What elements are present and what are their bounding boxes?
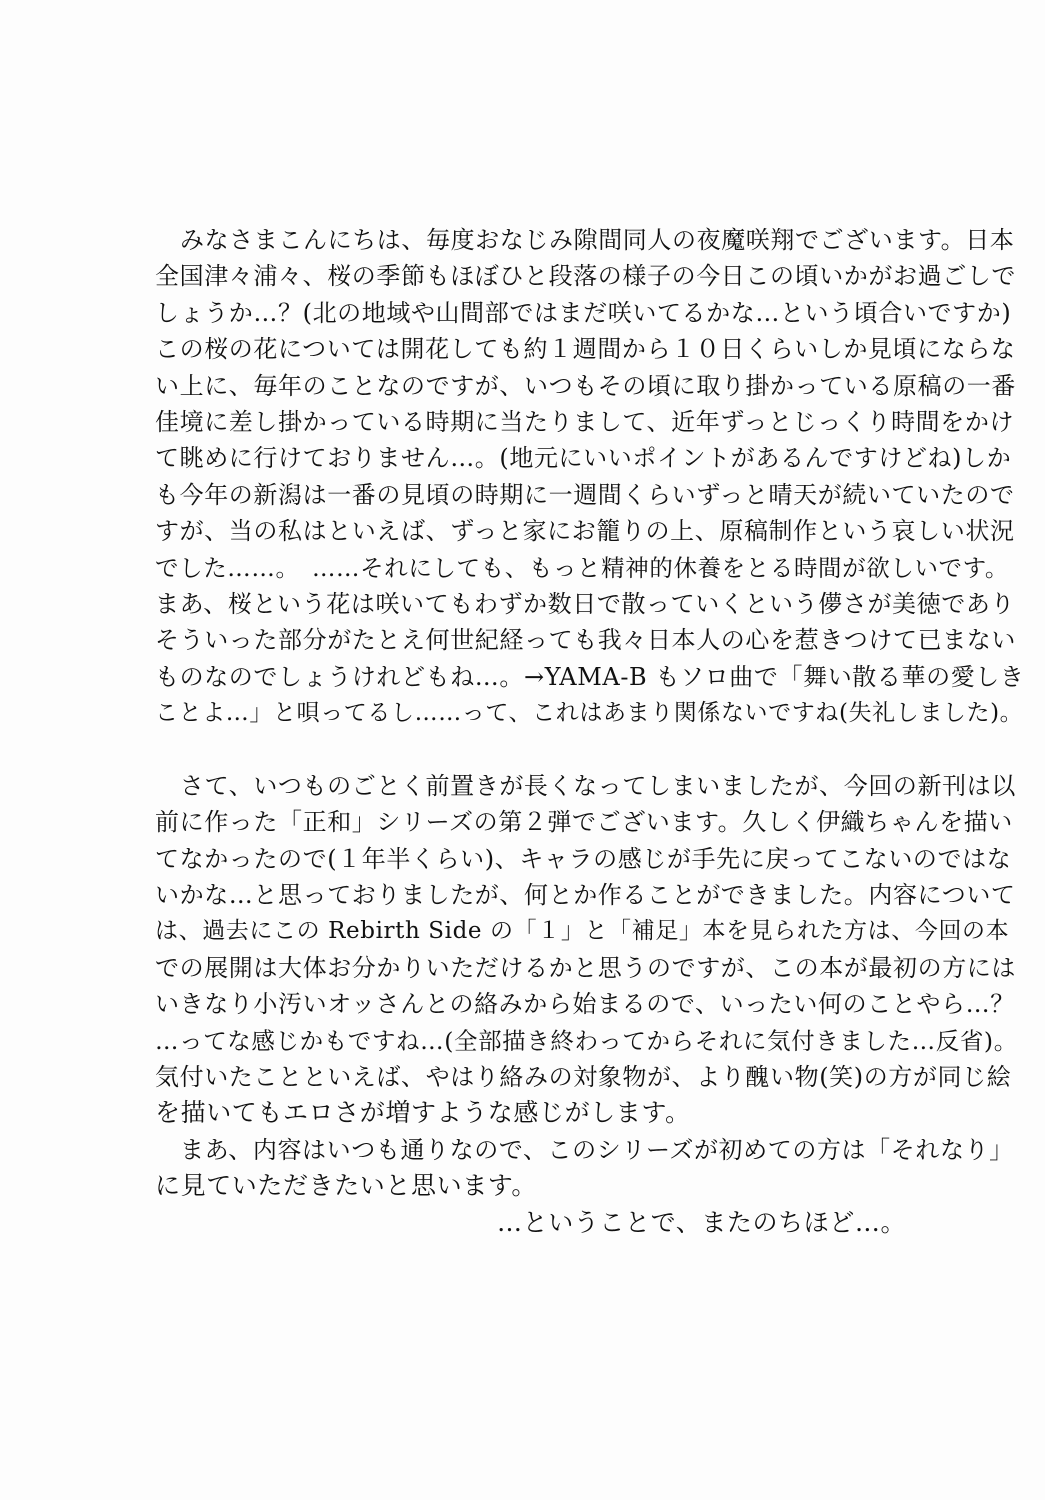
text-line: での展開は大体お分かりいただけるかと思うのですが、この本が最初の方には xyxy=(155,953,1016,982)
text-line: みなさまこんにちは、毎度おなじみ隙間同人の夜魔咲翔でございます。日本 xyxy=(180,226,1015,254)
text-line: を描いてもエロさが増すような感じがします。 xyxy=(155,1098,691,1128)
text-line: 気付いたことといえば、やはり絡みの対象物が、より醜い物(笑)の方が同じ絵 xyxy=(155,1062,1012,1091)
text-line: 前に作った「正和」シリーズの第２弾でございます。久しく伊織ちゃんを描い xyxy=(155,808,1013,837)
text-line: そういった部分がたとえ何世紀経っても我々日本人の心を惹きつけて已まない xyxy=(155,626,1016,655)
text-line: 佳境に差し掛かっている時期に当たりまして、近年ずっとじっくり時間をかけ xyxy=(155,407,1015,436)
text-line: て眺めに行けておりません…。(地元にいいポイントがあるんですけどね)しか xyxy=(155,444,1012,473)
text-line: 全国津々浦々、桜の季節もほぼひと段落の様子の今日この頃いかがお過ごしで xyxy=(155,262,1016,291)
text-line: てなかったので(１年半くらい)、キャラの感じが手先に戻ってこないのではな xyxy=(155,844,1012,873)
paragraph-new-release xyxy=(155,768,1018,1132)
text-line: ものなのでしょうけれどもね…。→YAMA-B もソロ曲で「舞い散る華の愛しき xyxy=(155,662,1025,691)
text-line: いきなり小汚いオッさんとの絡みから始まるので、いったい何のことやら…？ xyxy=(155,990,1015,1019)
text-line: に見ていただきたいと思います。 xyxy=(155,1171,538,1201)
text-line: …ってな感じかもですね…(全部描き終わってからそれに気付きました…反省)。 xyxy=(155,1026,1018,1055)
paragraph-greeting xyxy=(155,222,1025,731)
text-line: さて、いつものごとく前置きが長くなってしまいましたが、今回の新刊は以 xyxy=(180,771,1016,800)
paragraph-content-note xyxy=(155,1132,1014,1205)
afterword-text xyxy=(155,222,1025,1241)
closing-line: …ということで、またのちほど…。 xyxy=(497,1207,907,1237)
text-line: でした……。 ……それにしても、もっと精神的休養をとる時間が欲しいです。 xyxy=(155,553,1009,582)
text-line: すが、当の私はといえば、ずっと家にお籠りの上、原稿制作という哀しい状況 xyxy=(155,517,1015,546)
paragraph-spacer xyxy=(155,731,935,767)
text-line: は、過去にこの Rebirth Side の「１」と「補足」本を見られた方は、今回の本 xyxy=(155,918,1010,945)
text-line: も今年の新潟は一番の見頃の時期に一週間くらいずっと晴天が続いていたので xyxy=(155,480,1015,509)
text-line: ことよ…」と唄ってるし……って、これはあまり関係ないですね(失礼しました)。 xyxy=(155,700,1024,727)
text-line: しょうか…？(北の地域や山間部ではまだ咲いてるかな…という頃合いですか) xyxy=(155,298,1012,327)
text-line: まあ、内容はいつも通りなので、このシリーズが初めての方は「それなり」 xyxy=(180,1135,1014,1164)
text-line: まあ、桜という花は咲いてもわずか数日で散っていくという儚さが美徳であり xyxy=(155,589,1016,618)
text-line: この桜の花については開花しても約１週間から１０日くらいしか見頃にならな xyxy=(155,335,1016,364)
text-line: いかな…と思っておりましたが、何とか作ることができました。内容について xyxy=(155,881,1016,910)
text-line: い上に、毎年のことなのですが、いつもその頃に取り掛かっている原稿の一番 xyxy=(155,371,1016,400)
